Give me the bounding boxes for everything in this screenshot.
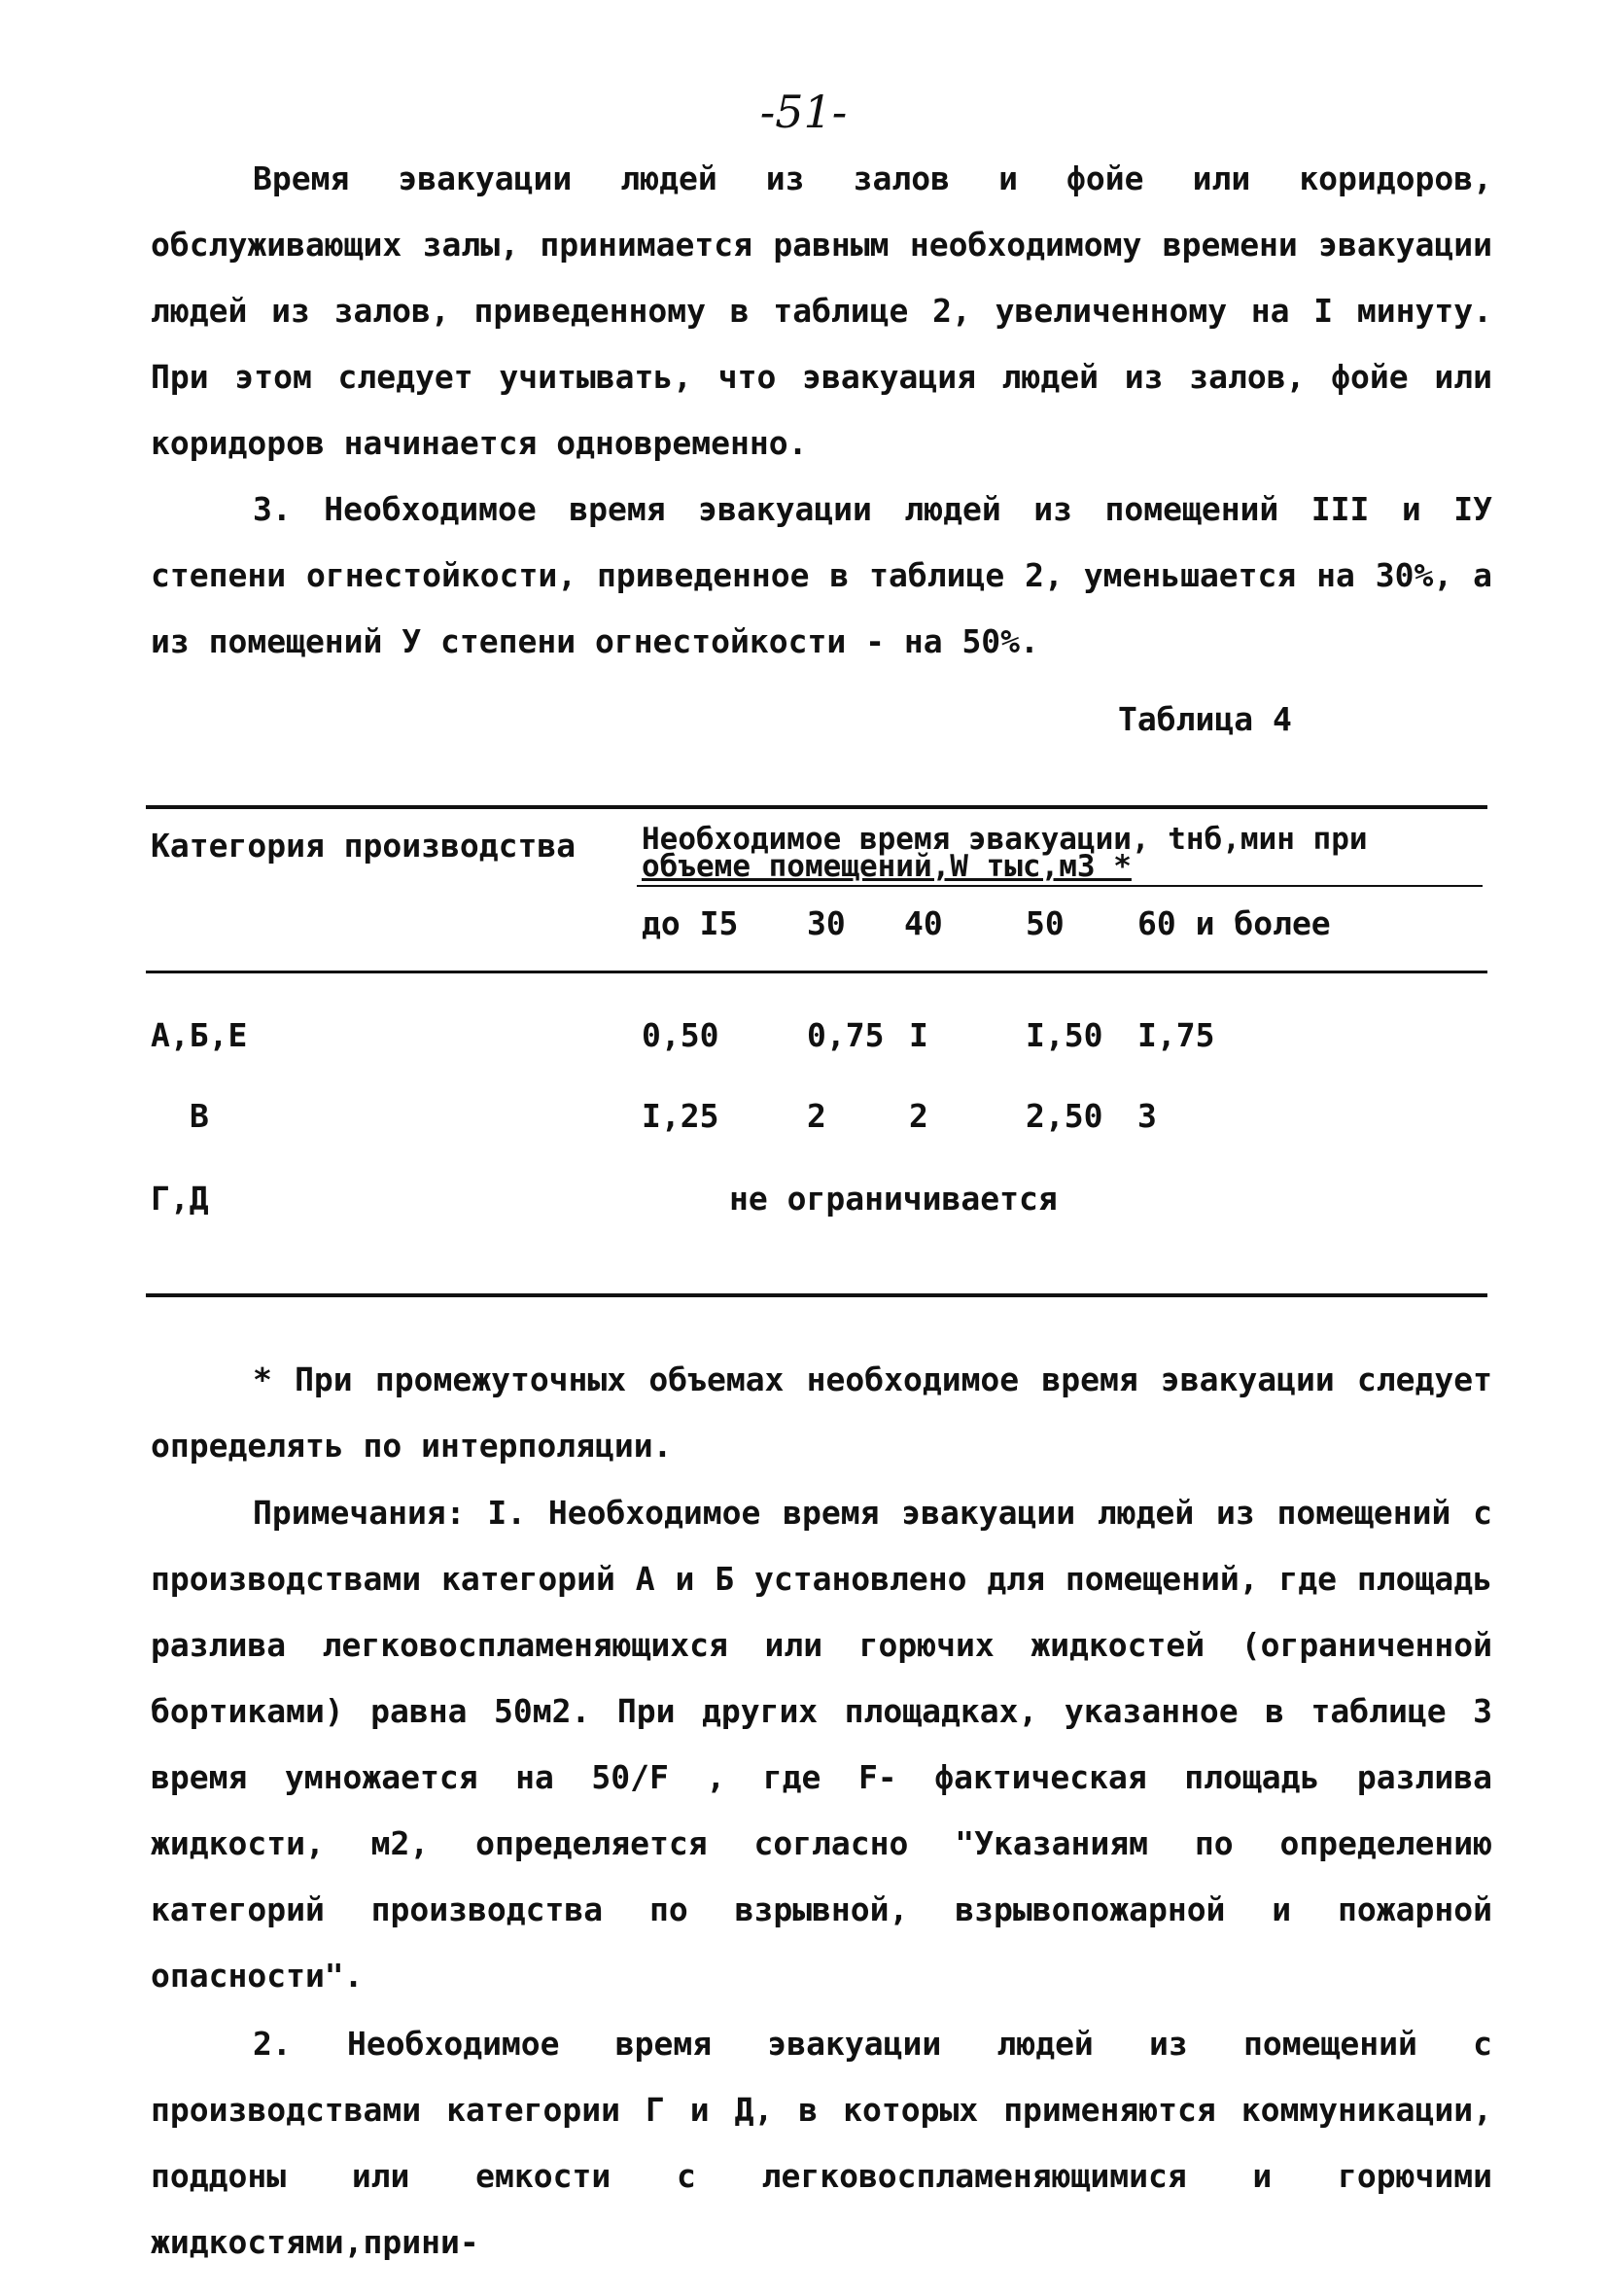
table-bottom-rule: [146, 1293, 1487, 1297]
row-category: Г,Д: [151, 1180, 209, 1218]
table-top-rule: [146, 805, 1487, 809]
row-category: А,Б,Е: [151, 1016, 248, 1054]
table-cell: 2: [807, 1097, 826, 1135]
table-caption: Таблица 4: [1118, 700, 1292, 738]
row-category: В: [190, 1097, 209, 1135]
column-header-category: Категория производства: [151, 827, 576, 865]
table-cell-not-limited: не ограничивается: [729, 1180, 1058, 1218]
table-cell: 3: [1137, 1097, 1157, 1135]
volume-header: 50: [1026, 904, 1065, 942]
paragraph-fire-resistance: 3. Необходимое время эвакуации людей из помещений III и IУ степени огнестойкости, приведенное в таблице 2, уменьшается на 30%, а из помещений У степени огнестойкости - на 50%.: [151, 490, 1492, 660]
volume-header: 30: [807, 904, 846, 942]
table-cell: 0,50: [642, 1016, 719, 1054]
table-cell: I: [909, 1016, 928, 1054]
table-header-rule: [146, 971, 1487, 973]
table-cell: I,50: [1026, 1016, 1103, 1054]
table-cell: 2: [909, 1097, 928, 1135]
note-1: Примечания: I. Необходимое время эвакуации людей из помещений с производствами категорий А и Б установлено для помещений, где площадь разлива легковоспламеняющихся или горючих жидкостей (ограниченной бортиками) равна 50м2. При других площадках, указанное в таблице 3 время умножается на 50/F , где F- фактическая площадь разлива жидкости, м2, определяется согласно "Указаниям по определению категорий производства по взрывной, взрывопожарной и пожарной опасности".: [151, 1494, 1492, 1995]
page-number: -51-: [759, 86, 848, 138]
table-cell: I,75: [1137, 1016, 1215, 1054]
header-subrule: [637, 885, 1483, 887]
table-cell: 2,50: [1026, 1097, 1103, 1135]
table-cell: I,25: [642, 1097, 719, 1135]
note-2: 2. Необходимое время эвакуации людей из помещений с производствами категории Г и Д, в которых применяются коммуникации, поддоны или емкости с легковоспламеняющимися и горючими жидкостями,прини-: [151, 2025, 1492, 2261]
paragraph-evacuation-halls: Время эвакуации людей из залов и фойе или коридоров, обслуживающих залы, принимается равным необходимому времени эвакуации людей из залов, приведенному в таблице 2, увеличенному на I минуту. При этом следует учитывать, что эвакуация людей из залов, фойе или коридоров начинается одновременно.: [151, 159, 1492, 462]
volume-header: 40: [904, 904, 943, 942]
volume-header: до I5: [642, 904, 739, 942]
column-header-volume: объеме помещений,W тыс,м3 *: [642, 849, 1132, 884]
table-cell: 0,75: [807, 1016, 885, 1054]
column-header-time: Необходимое время эвакуации, tнб,мин при: [642, 822, 1368, 857]
volume-header: 60 и более: [1137, 904, 1331, 942]
footnote: * При промежуточных объемах необходимое время эвакуации следует определять по интерполяции.: [151, 1360, 1492, 1465]
